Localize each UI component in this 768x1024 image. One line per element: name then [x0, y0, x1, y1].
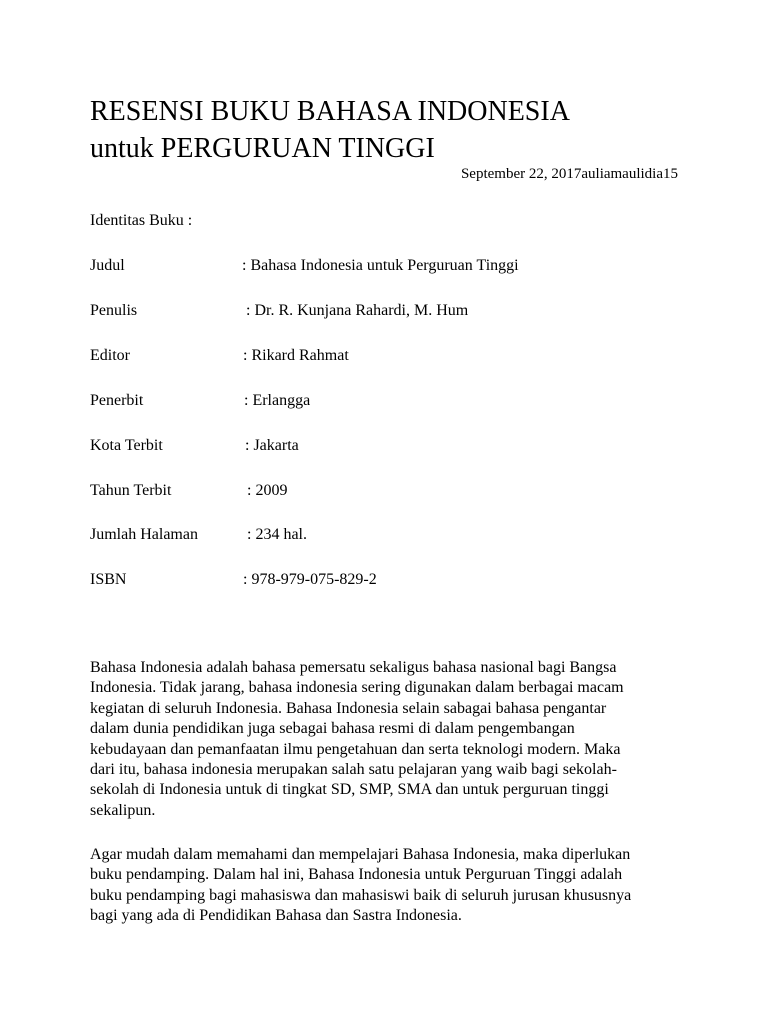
info-label: Penerbit	[90, 392, 144, 409]
paragraph-line: sekolah di Indonesia untuk di tingkat SD, SMP, SMA dan untuk perguruan tinggi	[90, 781, 609, 799]
info-label: Judul	[90, 257, 125, 274]
info-row-jumlah-halaman	[90, 525, 690, 545]
info-value: : Bahasa Indonesia untuk Perguruan Tinggi	[242, 257, 519, 274]
title-line-2: untuk PERGURUAN TINGGI	[90, 133, 435, 164]
paragraph-line: dalam dunia pendidikan juga sebagai bahasa resmi di dalam pengembangan	[90, 720, 575, 738]
info-row-judul	[90, 256, 690, 276]
identitas-heading: Identitas Buku :	[90, 212, 193, 229]
paragraph-line: buku pendamping bagi mahasiswa dan mahasiswi baik di seluruh jurusan khususnya	[90, 886, 632, 904]
info-row-kota-terbit	[90, 436, 690, 456]
paragraph-line: bagi yang ada di Pendidikan Bahasa dan Sastra Indonesia.	[90, 907, 462, 925]
info-label: Tahun Terbit	[90, 482, 172, 499]
paragraph-line: dari itu, bahasa indonesia merupakan salah satu pelajaran yang waib bagi sekolah-	[90, 761, 617, 779]
paragraph-line: sekalipun.	[90, 801, 156, 819]
info-row-isbn	[90, 570, 690, 590]
info-row-penulis	[90, 301, 690, 321]
info-label: Jumlah Halaman	[90, 526, 198, 543]
paragraph-intro	[90, 658, 680, 821]
info-value: : 978-979-075-829-2	[243, 571, 377, 588]
title-line-1: RESENSI BUKU BAHASA INDONESIA	[90, 96, 570, 127]
paragraph-line: Indonesia. Tidak jarang, bahasa indonesia sering digunakan dalam berbagai macam	[90, 679, 624, 697]
paragraph-line: kegiatan di seluruh Indonesia. Bahasa Indonesia selain sabagai bahasa pengantar	[90, 699, 607, 717]
info-label: Kota Terbit	[90, 437, 163, 454]
post-meta: September 22, 2017auliamaulidia15	[460, 166, 678, 182]
paragraph-line: kebudayaan dan pemanfaatan ilmu pengetahuan dan serta teknologi modern. Maka	[90, 740, 621, 758]
info-label: Editor	[90, 347, 130, 364]
info-value: : 2009	[247, 482, 288, 499]
info-row-editor	[90, 346, 690, 366]
paragraph-line: Agar mudah dalam memahami dan mempelajari Bahasa Indonesia, maka diperlukan	[90, 846, 631, 863]
document-title	[90, 93, 730, 167]
info-value: : 234 hal.	[247, 526, 307, 543]
info-value: : Dr. R. Kunjana Rahardi, M. Hum	[246, 302, 469, 319]
info-label: Penulis	[90, 302, 138, 319]
paragraph-line: buku pendamping. Dalam hal ini, Bahasa Indonesia untuk Perguruan Tinggi adalah	[90, 866, 623, 884]
info-value: : Rikard Rahmat	[243, 347, 349, 364]
info-row-tahun-terbit	[90, 481, 690, 501]
info-value: : Erlangga	[244, 392, 311, 409]
info-label: ISBN	[90, 571, 127, 588]
info-value: : Jakarta	[245, 437, 299, 454]
info-row-penerbit	[90, 391, 690, 411]
paragraph-purpose	[90, 845, 680, 927]
paragraph-line: Bahasa Indonesia adalah bahasa pemersatu sekaligus bahasa nasional bagi Bangsa	[90, 659, 617, 676]
